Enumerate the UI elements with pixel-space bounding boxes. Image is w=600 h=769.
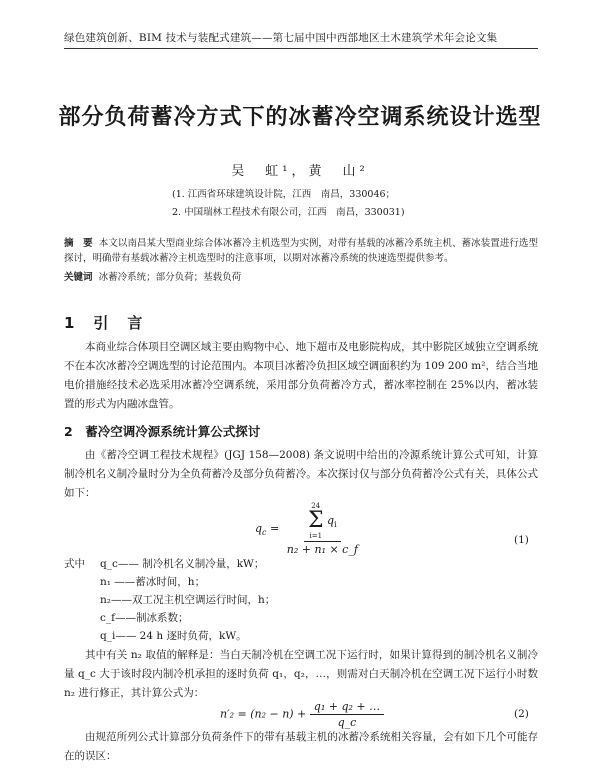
keywords-text: 冰蓄冷系统；部分负荷；基载负荷 bbox=[98, 272, 242, 283]
def-qc: q_c—— 制冷机名义制冷量，kW； bbox=[100, 558, 265, 570]
eq1-num-term: q bbox=[327, 514, 335, 527]
eq1-lhs: q bbox=[255, 522, 263, 535]
paper-title: 部分负荷蓄冷方式下的冰蓄冷空调系统设计选型 bbox=[58, 104, 542, 130]
eq2-numerator: q₁ + q₂ + … bbox=[310, 700, 384, 715]
def-n2: n₂——双工况主机空调运行时间，h； bbox=[100, 594, 276, 606]
authors: 吴 虹¹，黄 山² bbox=[231, 164, 369, 179]
abstract-text: 本文以南昌某大型商业综合体冰蓄冷主机选型为实例，对带有基载的冰蓄冷系统主机、蓄冰装置进行选型探讨，明确带有基载冰蓄冷主机选型时的注意事项，以期对冰蓄冷系统的快速选型提供参考。 bbox=[64, 238, 538, 264]
equation-2 bbox=[220, 700, 384, 729]
affiliation-2: 2. 中国瑞林工程技术有限公司，江西 南昌，330031) bbox=[172, 207, 405, 218]
equation-1-number: (1) bbox=[514, 534, 529, 546]
keywords-label: 关键词 bbox=[64, 272, 93, 283]
section-1-heading: 1 引 言 bbox=[64, 314, 145, 332]
eq1-lhs-sub: c bbox=[262, 528, 267, 538]
abstract-label: 摘 要 bbox=[64, 238, 93, 249]
affiliation-1: (1. 江西省环球建筑设计院，江西 南昌，330046； bbox=[172, 189, 396, 200]
keywords bbox=[64, 270, 538, 285]
header-rule bbox=[64, 48, 538, 49]
section-2-paragraph-1: 由《蓄冷空调工程技术规程》(JGJ 158—2008) 条文说明中给出的冷源系统计算公式可知，计算制冷机名义制冷量时分为全负荷蓄冷及部分负荷蓄冷。本次探讨仅与部分负荷蓄冷公式有关，具体公式如下： bbox=[64, 449, 538, 499]
eq2-lhs: n′₂ = (n₂ − n) + bbox=[220, 707, 307, 721]
eq1-num-sub: i bbox=[334, 520, 337, 530]
def-cf: c_f——制冰系数； bbox=[100, 612, 189, 624]
where-label: 式中 bbox=[64, 558, 85, 570]
eq2-denominator: q_c bbox=[337, 716, 357, 729]
section-1-paragraph: 本商业综合体项目空调区域主要由购物中心、地下超市及电影院构成，其中影院区域独立空调系统不在本次冰蓄冷空调选型的讨论范围内。本项目冰蓄冷负担区域空调面积约为 109 200 m²，结合当地电价措施经技术必选采用冰蓄冷空调系统，采用部分负荷蓄冷方式，蓄冰率控制在 25%以内，蓄冰装置的形式为内融冰盘管。 bbox=[64, 341, 538, 410]
sigma-icon: Σ bbox=[307, 508, 324, 533]
equation-2-number: (2) bbox=[514, 708, 529, 720]
eq1-sum-top: 24 bbox=[311, 502, 321, 510]
equation-1: $q_c$ = 24 Σ i=1 $q_i$ n₂ + n₁ × c_f bbox=[255, 502, 362, 556]
def-n1: n₁ ——蓄冰时间，h； bbox=[100, 576, 206, 588]
running-header: 绿色建筑创新、BIM 技术与装配式建筑——第七届中国中西部地区土木建筑学术年会论文集 bbox=[64, 32, 498, 44]
section-2-heading: 2 蓄冷空调冷源系统计算公式探讨 bbox=[64, 424, 261, 439]
def-qi: q_i—— 24 h 逐时负荷，kW。 bbox=[100, 630, 247, 642]
eq1-denominator: n₂ + n₁ × c_f bbox=[286, 543, 358, 556]
eq1-sum-bottom: i=1 bbox=[309, 532, 323, 540]
section-2-paragraph-3: 由规范所列公式计算部分负荷条件下的带有基载主机的冰蓄冷系统相关容量，会有如下几个可能存在的误区： bbox=[64, 731, 538, 762]
section-2-paragraph-2: 其中有关 n₂ 取值的解释是：当白天制冷机在空调工况下运行时，如果计算得到的制冷机名义制冷量 q_c 大于该时段内制冷机承担的逐时负荷 q₁，q₂，…，则需对白天制冷机在空调工况下运行小时数 n₂ 进行修正，其计算公式为： bbox=[64, 649, 538, 699]
abstract bbox=[64, 236, 538, 266]
